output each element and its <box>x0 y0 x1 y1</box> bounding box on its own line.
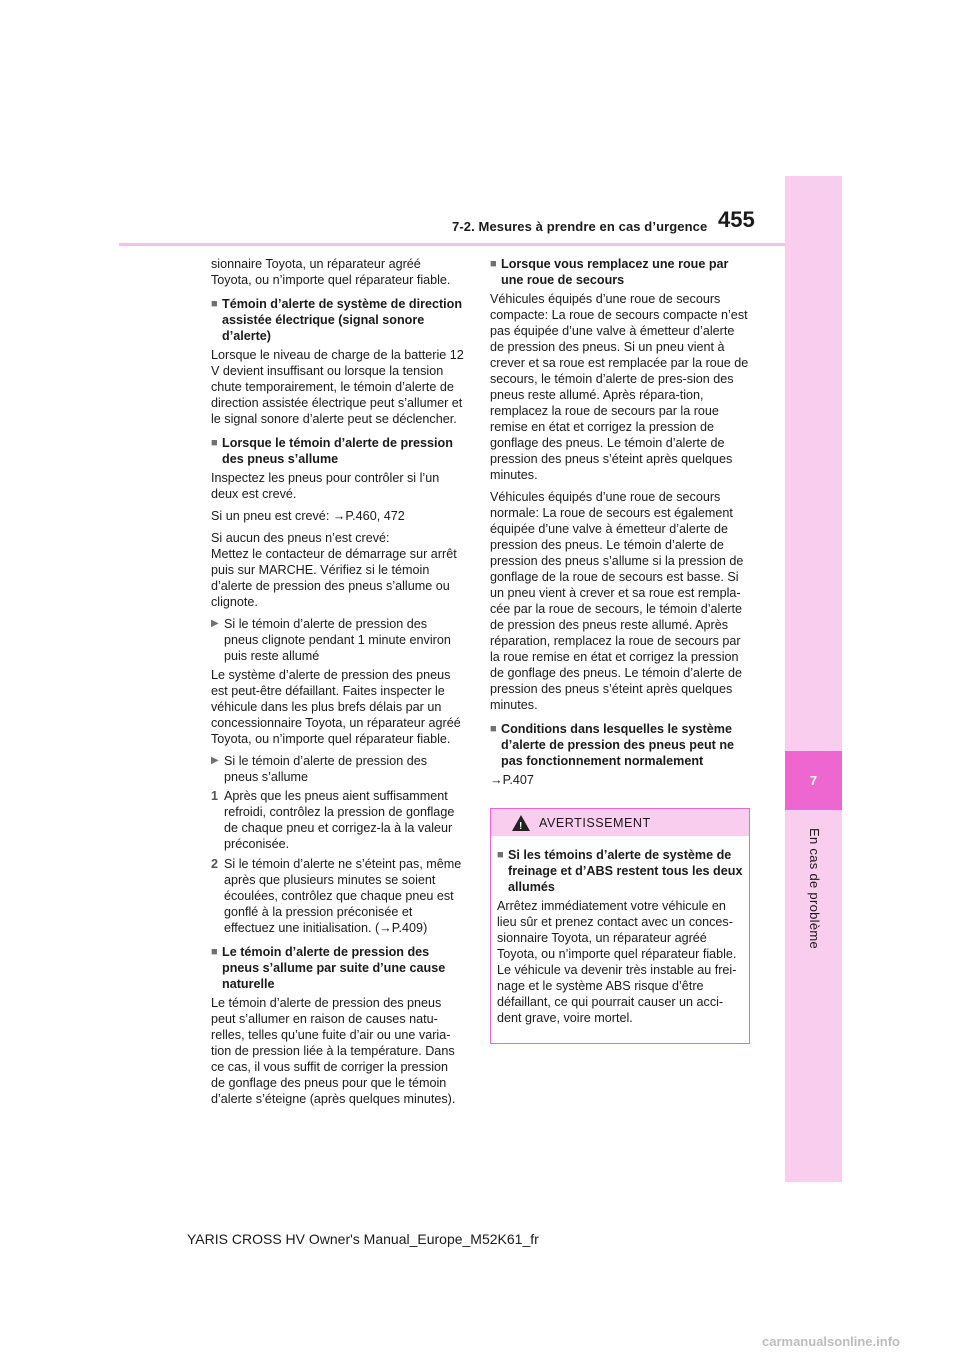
watermark: carmanualsonline.info <box>762 1334 900 1349</box>
step-number: 2 <box>211 857 219 871</box>
square-bullet-icon: ■ <box>497 849 504 861</box>
warning-title: AVERTISSEMENT <box>539 816 651 830</box>
triangle-bullet-icon: ▶ <box>211 618 219 629</box>
step-item: 2 Si le témoin d’alerte ne s’éteint pas, même après que plusieurs minutes se soient écoulées, contrôlez que chaque pneu est gonflé à la pression préconisée et effectuez une initialisation. (→P.409) <box>211 857 462 935</box>
page-number: 455 <box>718 207 755 232</box>
square-bullet-icon: ■ <box>211 437 218 449</box>
warning-text: Le véhicule va devenir très instable au frei-nage et le système ABS risque d’être défaillant, ce qui pourrait causer un acci-dent grave, voire mortel. <box>497 963 737 1025</box>
warning-triangle-icon: ! <box>512 815 530 831</box>
step-item: 1 Après que les pneus aient suffisamment refroidi, contrôlez la pression de gonflage de chaque pneu et corrigez-la à la valeur préconisée. <box>211 789 455 851</box>
right-column <box>490 256 750 794</box>
section-body: Inspectez les pneus pour contrôler si l’un deux est crevé. <box>211 471 440 501</box>
warning-heading: ■ Si les témoins d’alerte de système de freinage et d’ABS restent tous les deux allumés <box>497 848 743 894</box>
sub-bullet: ▶ Si le témoin d’alerte de pression des pneus clignote pendant 1 minute environ puis reste allumé <box>211 617 451 663</box>
warning-header <box>491 809 749 836</box>
chapter-number: 7 <box>785 751 842 810</box>
square-bullet-icon: ■ <box>211 946 218 958</box>
sub-bullet: ▶ Si le témoin d’alerte de pression des pneus s’allume <box>211 754 428 784</box>
warning-box <box>490 808 750 1044</box>
section-body: Si aucun des pneus n’est crevé: <box>211 531 390 545</box>
square-bullet-icon: ■ <box>490 723 497 735</box>
intro-text: sionnaire Toyota, un réparateur agréé Toyota, ou n’importe quel réparateur fiable. <box>211 257 451 287</box>
square-bullet-icon: ■ <box>211 298 218 310</box>
footer-text: YARIS CROSS HV Owner's Manual_Europe_M52K61_fr <box>187 1231 539 1247</box>
page-reference: Si un pneu est crevé: →P.460, 472 <box>211 509 405 523</box>
warning-body <box>491 836 749 1026</box>
section-heading-conditions: ■ Conditions dans lesquelles le système d’alerte de pression des pneus peut ne pas fonctionnement normalement <box>490 722 735 768</box>
chapter-label: En cas de problème <box>807 828 822 950</box>
section-body: Le système d’alerte de pression des pneus est peut-être défaillant. Faites inspecter le véhicule dans les plus brefs délais par un concessionnaire Toyota, un réparateur agréé Toyota, ou n’importe quel réparateur fiable. <box>211 668 461 746</box>
warning-text: Arrêtez immédiatement votre véhicule en lieu sûr et prenez contact avec un conces-sionnaire Toyota, un réparateur agréé Toyota, ou n’importe quel réparateur fiable. <box>497 899 737 961</box>
section-body: Véhicules équipés d’une roue de secours normale: La roue de secours est également équipée d’une valve à émetteur d’alerte de pression des pneus. Le témoin d’alerte de pression des pneus s’allume si la pression de gonflage de la roue de secours est basse. Si un pneu vient à crever et sa roue est rempla-cée par la roue de secours, le témoin d’alerte de pression des pneus reste allumé. Après réparation, remplacez la roue de secours par la roue remise en état et corrigez la pression de gonflage des pneus. Le témoin d’alerte de pression des pneus s’éteint après quelques minutes. <box>490 490 744 712</box>
section-body: Lorsque le niveau de charge de la batterie 12 V devient insuffisant ou lorsque la tension chute temporairement, le témoin d’alerte de direction assistée électrique peut s’allumer et le signal sonore d’alerte peut se déclencher. <box>211 348 464 426</box>
triangle-bullet-icon: ▶ <box>211 755 219 766</box>
section-body: Mettez le contacteur de démarrage sur arrêt puis sur MARCHE. Vérifiez si le témoin d’alerte de pression des pneus s’allume ou clignote. <box>211 547 457 609</box>
section-heading-spare-wheel: ■ Lorsque vous remplacez une roue par une roue de secours <box>490 257 729 287</box>
section-title: 7-2. Mesures à prendre en cas d’urgence <box>452 219 708 234</box>
section-heading-natural-cause: ■ Le témoin d’alerte de pression des pneus s’allume par suite d’une cause naturelle <box>211 945 446 991</box>
square-bullet-icon: ■ <box>490 258 497 270</box>
left-column <box>211 256 464 1113</box>
step-number: 1 <box>211 789 219 803</box>
section-heading-tire-pressure: ■ Lorsque le témoin d’alerte de pression des pneus s’allume <box>211 436 453 466</box>
side-tab <box>785 176 842 1182</box>
section-body: Véhicules équipés d’une roue de secours compacte: La roue de secours compacte n’est pas équipée d’une valve à émetteur d’alerte de pression des pneus. Si un pneu vient à crever et sa roue est remplacée par la roue de secours, le témoin d’alerte de pres-sion des pneus reste allumé. Après répara-tion, remplacez la roue de secours par la roue remise en état et corrigez la pression de gonflage des pneus. Le témoin d’alerte de pression des pneus s’éteint après quelques minutes. <box>490 292 749 482</box>
page-reference: →P.407 <box>490 773 534 787</box>
section-body: Le témoin d’alerte de pression des pneus peut s’allumer en raison de causes natu-relles, telles qu’une fuite d’air ou une varia-tion de pression liée à la température. Dans ce cas, il vous suffit de corriger la pression de gonflage des pneus pour que le témoin d’alerte s’éteigne (après quelques minutes). <box>211 996 456 1106</box>
section-heading-power-steering: ■ Témoin d’alerte de système de direction assistée électrique (signal sonore d’alerte) <box>211 297 463 343</box>
header-rule <box>119 243 785 246</box>
